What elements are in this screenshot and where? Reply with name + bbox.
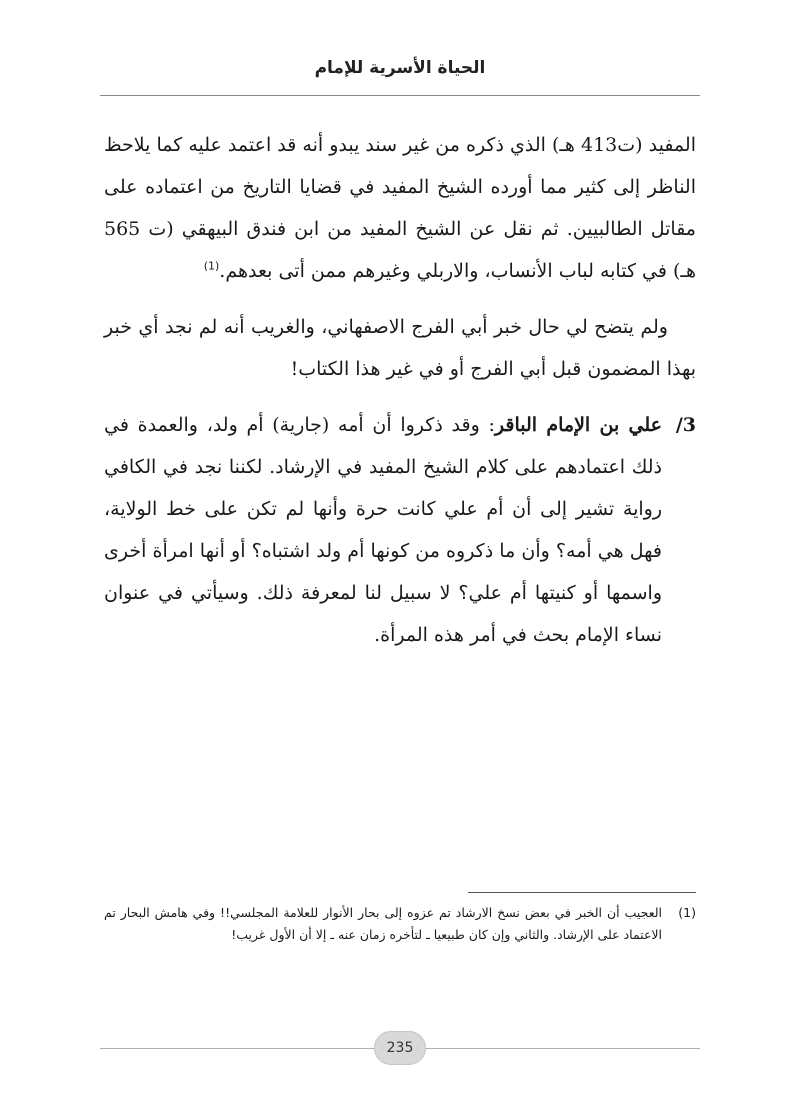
footnote-reference[interactable]: (1) — [203, 259, 220, 273]
running-header: الحياة الأسرية للإمام — [314, 58, 486, 78]
footnote — [104, 902, 696, 946]
paragraph-2: ولم يتضح لي حال خبر أبي الفرج الاصفهاني، والغريب أنه لم نجد أي خبر بهذا المضمون قبل أبي الفرج أو في غير هذا الكتاب! — [104, 316, 696, 380]
list-item-text: : وقد ذكروا أن أمه (جارية) أم ولد، والعمدة في ذلك اعتمادهم على كلام الشيخ المفيد في الإرشاد. لكننا نجد في الكافي رواية تشير إلى أن أم علي كانت حرة وأنها لم تكن على خط الولاية، فهل هي أمه؟ وأن ما ذكروه من كونها أم ولد اشتباه؟ أو أنها امرأة أخرى واسمها أو كنيتها أم علي؟ لا سبيل لنا لمعرفة ذلك. وسيأتي في عنوان نساء الإمام بحث في أمر هذه المرأة. — [104, 414, 662, 646]
list-item-number: 3/ — [675, 414, 696, 436]
page-number-badge: 235 — [374, 1031, 426, 1065]
list-item-heading: علي بن الإمام الباقر — [494, 414, 663, 436]
paragraph-1 — [104, 124, 696, 292]
paragraph-1-text: المفيد (ت413 هـ) الذي ذكره من غير سند يبدو أنه قد اعتمد عليه كما يلاحظ الناظر إلى كثير مما أورده الشيخ المفيد في قضايا التاريخ من اعتماده على مقاتل الطالبيين. ثم نقل عن الشيخ المفيد من ابن فندق البيهقي (ت 565 هـ) في كتابه لباب الأنساب، والاربلي وغيرهم ممن أتى بعدهم. — [104, 134, 696, 282]
header-rule — [100, 95, 700, 96]
list-item-3 — [104, 404, 696, 656]
footnote-text: العجيب أن الخبر في بعض نسخ الارشاد تم عزوه إلى بحار الأنوار للعلامة المجلسي!! وفي هامش البحار تم الاعتماد على الإرشاد. والثاني وإن كان طبيعيا ـ لتأخره زمان عنه ـ إلا أن الأول غريب! — [104, 905, 662, 942]
body-text — [104, 124, 696, 656]
footnote-marker: (1) — [678, 905, 696, 920]
footnote-separator — [468, 892, 696, 893]
